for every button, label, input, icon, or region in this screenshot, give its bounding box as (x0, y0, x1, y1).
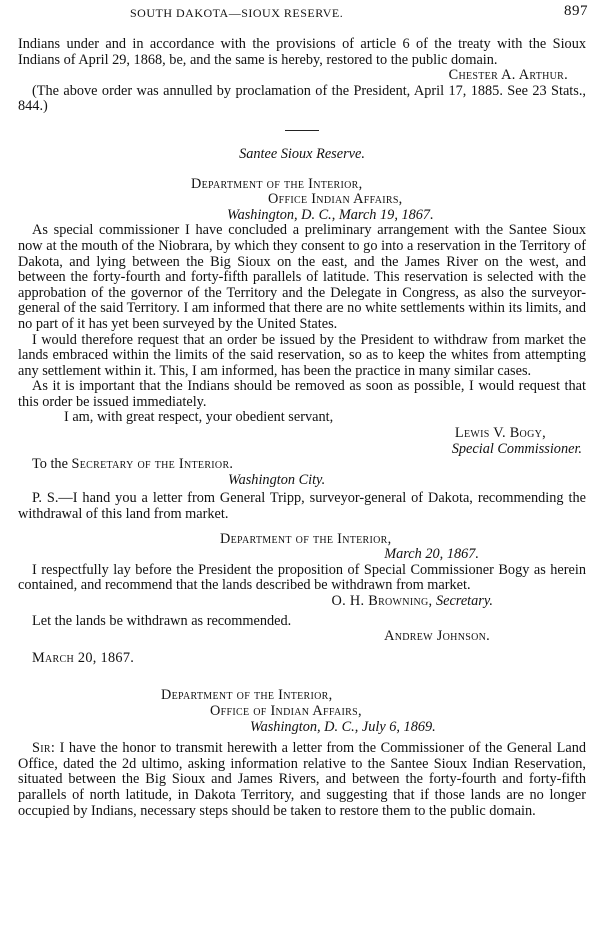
letter3-dept: Department of the Interior, (161, 687, 333, 704)
letter1-to-addressee: Secretary of the Interior. (71, 456, 234, 473)
letter2-date: March 20, 1867. (384, 546, 479, 563)
letter1-to-line (18, 457, 586, 473)
order-text: Indians under and in accordance with the provisions of article 6 of the treaty with the Sioux Indians of April 29, 1868, be, and the same is hereby, restored to the public domain. (18, 36, 586, 68)
section-title: Santee Sioux Reserve. (239, 145, 365, 162)
order-note: (The above order was annulled by proclamation of the President, April 17, 1885. See 23 Stats., 844.) (18, 82, 586, 115)
page-number: 897 (564, 3, 588, 19)
letter3-salutation: Sir: (32, 740, 56, 757)
letter3-office: Office of Indian Affairs, (210, 702, 362, 719)
section-divider (285, 130, 319, 131)
letter1-para3: As it is important that the Indians should be removed as soon as possible, I would request that this order be issued immediately. (18, 378, 586, 410)
letter1-para2: I would therefore request that an order be issued by the President to withdraw from market the lands embraced within the limits of the said reservation, so as to keep the whites from attempting any settlement within it. This, I am informed, has been the practice in many similar cases. (18, 331, 586, 379)
letter1-signer: Lewis V. Bogy, (454, 425, 546, 442)
letter2-text: I respectfully lay before the President the proposition of Special Commissioner Bogy as herein contained, and recommend that the lands described be withdrawn from market. (18, 561, 586, 594)
header-title: SOUTH DAKOTA—SIOUX RESERVE. (130, 6, 344, 20)
document-body (18, 37, 586, 819)
letter2-signer: O. H. Browning, (331, 593, 433, 609)
order2-signer: Andrew Johnson. (384, 628, 490, 645)
letter2-dept: Department of the Interior, (220, 530, 392, 547)
letter1-para1: As special commissioner I have concluded a preliminary arrangement with the Santee Sioux now at the mouth of the Niobrara, by which they consent to go into a reservation in the Territory of Dakota, and lying between the Big Sioux on the east, and the James River on the west, and between the forty-fourth and forty-fifth parallels of latitude. This reservation is selected with the approbation of the governor of the Territory and the Delegate in Congress, as also the surveyor-general of the said Territory. I am informed that there are no white settlements within its limits, and no part of it has yet been surveyed by the United States. (18, 222, 586, 332)
letter3-text: I have the honor to transmit herewith a letter from the Commissioner of the General Land Office, dated the 2d ultimo, asking information relative to the Santee Sioux Indian Reservation, situated between the Big Sioux and James Rivers, and between the forty-fourth and forty-fifth parallels of north latitude, in Dakota Territory, and suggesting that if those lands are no longer occupied by Indians, necessary steps should be taken to restore them to the public domain. (18, 740, 586, 819)
spacer (18, 666, 586, 688)
letter2-signature (18, 594, 493, 610)
order2-date: March 20, 1867. (32, 649, 135, 666)
order2-text: Let the lands be withdrawn as recommended. (32, 612, 292, 629)
letter3-dateline: Washington, D. C., July 6, 1869. (250, 718, 436, 735)
letter1-signer-title: Special Commissioner. (451, 440, 582, 457)
letter3-body (18, 741, 586, 819)
letter1-dateline: Washington, D. C., March 19, 1867. (227, 206, 434, 223)
order-signature: Chester A. Arthur. (448, 67, 568, 84)
letter1-dept: Department of the Interior, (191, 175, 363, 192)
letter1-office: Office Indian Affairs, (268, 191, 403, 208)
letter1-to-prefix: To the (32, 456, 68, 473)
letter1-ps: P. S.—I hand you a letter from General Tripp, surveyor-general of Dakota, recommending the withdrawal of this land from market. (18, 490, 586, 523)
letter1-to-city: Washington City. (228, 471, 326, 488)
letter1-closing: I am, with great respect, your obedient servant, (64, 409, 334, 426)
running-header (18, 4, 590, 22)
letter2-signer-title: Secretary. (435, 593, 493, 609)
